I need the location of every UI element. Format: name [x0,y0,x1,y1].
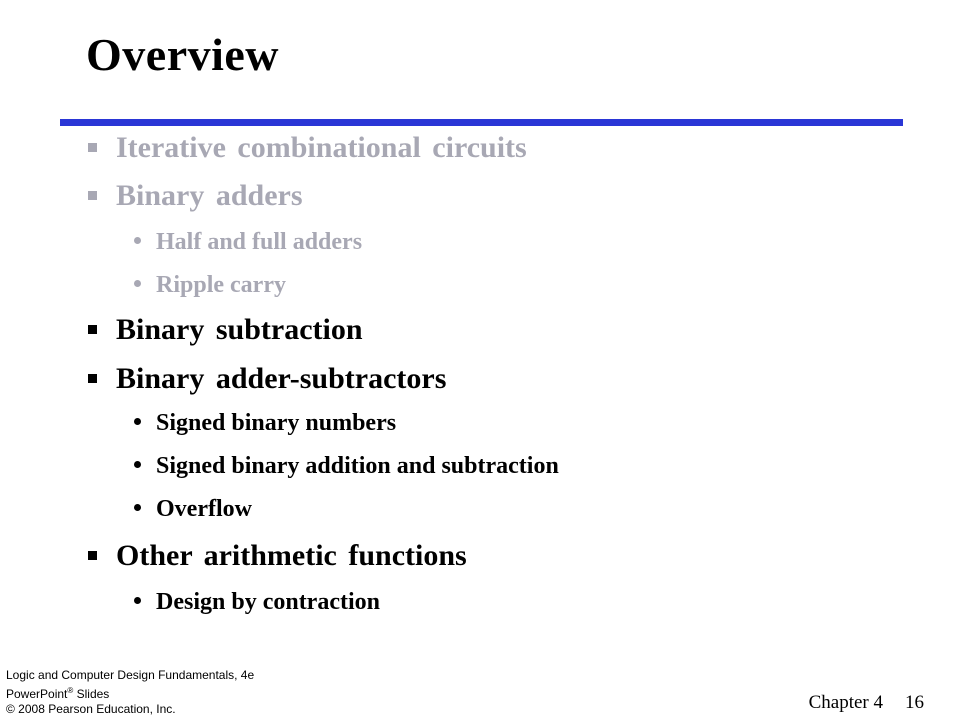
square-bullet-icon [88,143,97,152]
square-bullet-icon [88,191,97,200]
bullet-text: Binary subtraction [116,313,363,346]
page-number: 16 [905,692,924,713]
bullet-item [88,179,303,213]
dot-bullet-icon [134,237,141,244]
bullet-text: Binary adder-subtractors [116,362,447,395]
sub-bullet-text: Design by contraction [156,589,380,615]
dot-bullet-icon [134,280,141,287]
bullet-item [88,131,527,165]
sub-bullet-item [134,229,362,256]
bullet-text: Iterative combinational circuits [116,131,527,164]
bullet-text: Binary adders [116,179,303,212]
bullet-item [88,539,467,573]
dot-bullet-icon [134,461,141,468]
bullet-text: Other arithmetic functions [116,539,467,572]
book-title: Logic and Computer Design Fundamentals, 4e [6,668,255,682]
sub-bullet-item [134,453,559,480]
bullet-item [88,313,363,347]
slide-title: Overview [86,29,280,80]
sub-bullet-item [134,272,286,299]
title-divider [60,119,903,126]
sub-bullet-text: Signed binary numbers [156,410,397,436]
dot-bullet-icon [134,597,141,604]
slides-label: PowerPoint® Slides [6,686,110,701]
sub-bullet-text: Overflow [156,496,252,522]
sub-bullet-text: Ripple carry [156,272,286,298]
sub-bullet-item [134,410,396,437]
bullet-item [88,362,446,396]
slide-footer [809,692,924,714]
copyright-notice: © 2008 Pearson Education, Inc. [6,702,176,716]
square-bullet-icon [88,325,97,334]
sub-bullet-item [134,496,252,523]
dot-bullet-icon [134,504,141,511]
sub-bullet-text: Signed binary addition and subtraction [156,453,559,479]
square-bullet-icon [88,551,97,560]
book-credit [6,668,254,717]
dot-bullet-icon [134,418,141,425]
sub-bullet-text: Half and full adders [156,229,363,255]
square-bullet-icon [88,374,97,383]
chapter-label: Chapter 4 [808,692,883,713]
sub-bullet-item [134,589,380,616]
